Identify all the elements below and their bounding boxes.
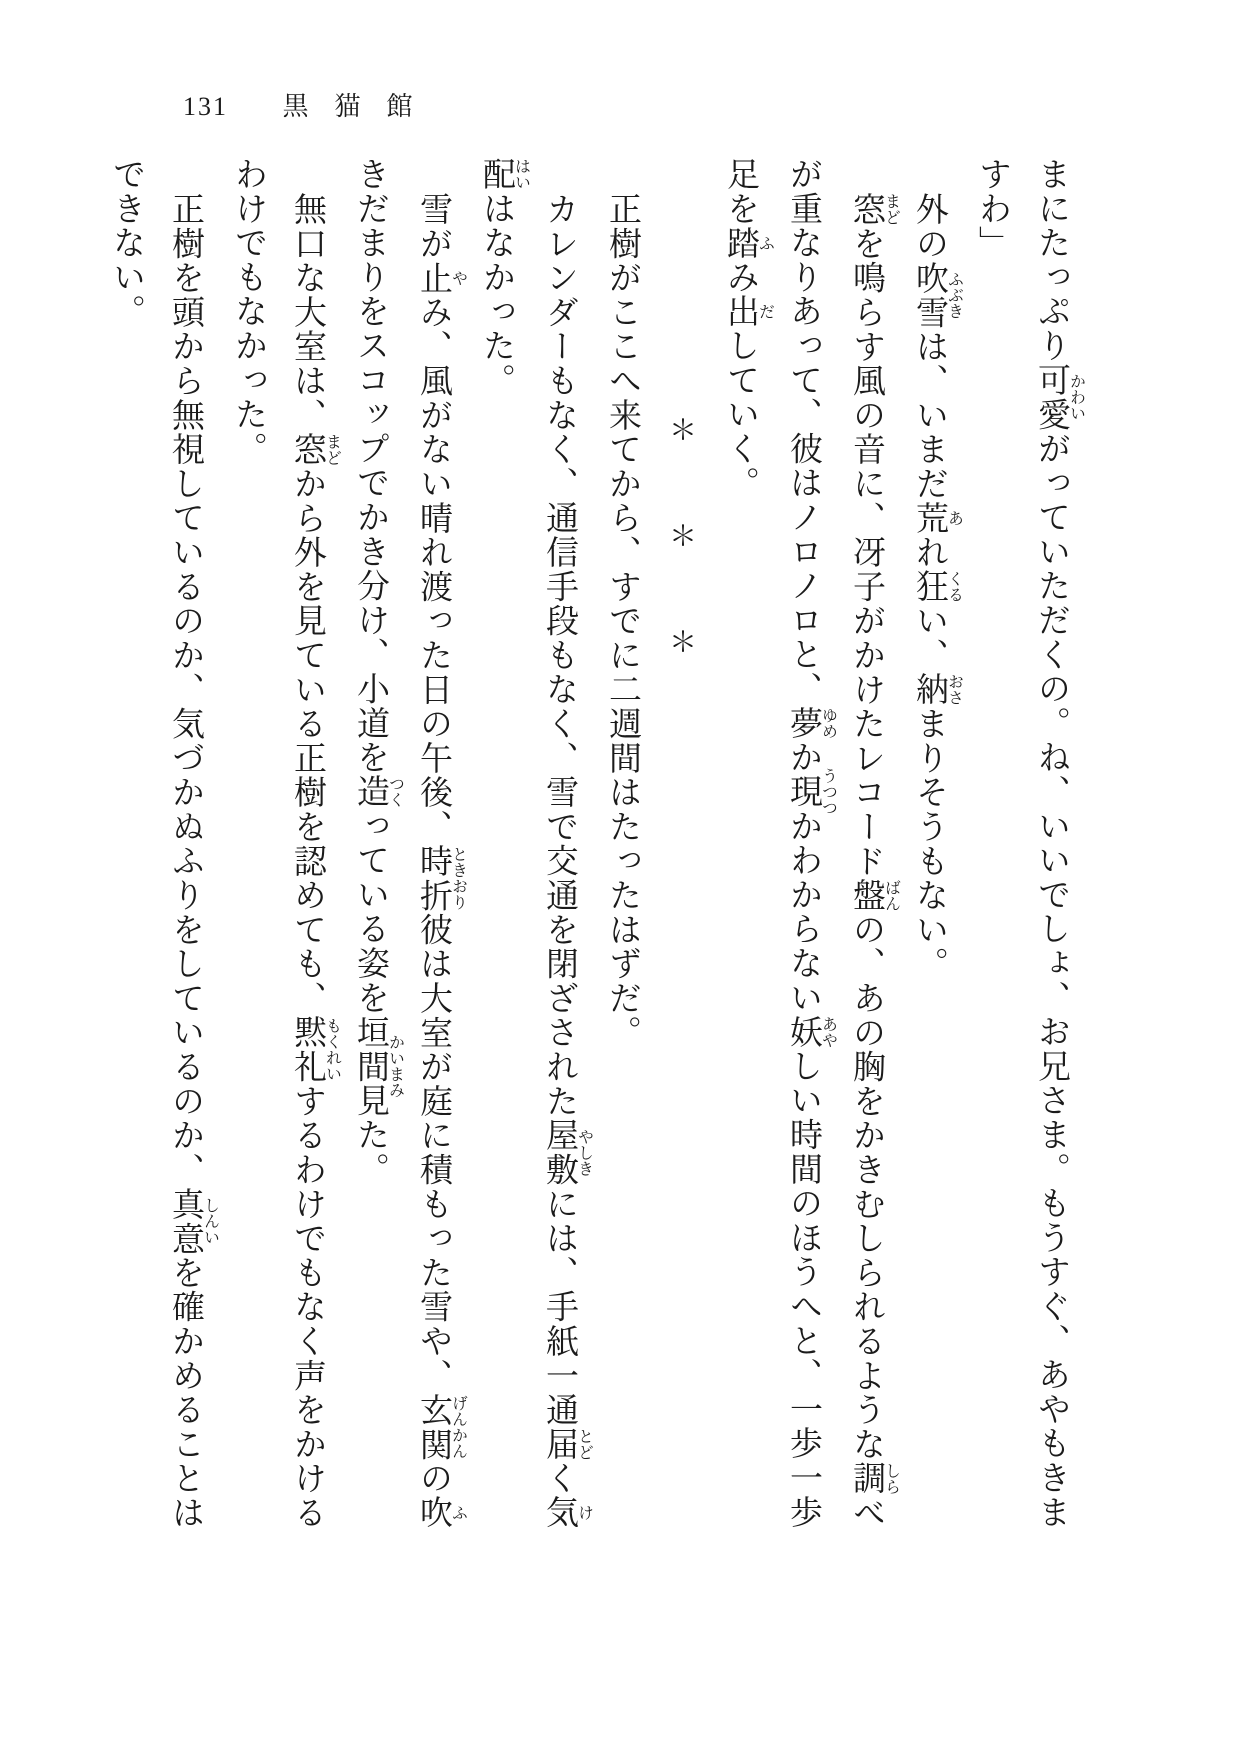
ruby-annotated-text: 吹雪ふぶき — [911, 260, 963, 330]
furigana: ふぶき — [945, 260, 963, 330]
furigana: や — [449, 260, 467, 295]
furigana: やしき — [575, 1118, 593, 1187]
text-line: 窓まどを鳴らす風の音に、冴子がかけたレコード盤ばんの、あの胸をかきむしられるような調しらべ — [848, 192, 900, 1530]
ruby-annotated-text: 窓まど — [289, 432, 341, 467]
furigana: あや — [819, 1014, 837, 1049]
ruby-annotated-text: 時折ときおり — [415, 843, 467, 913]
furigana: け — [575, 1495, 593, 1530]
text-line: わけでもなかった。 — [230, 157, 266, 466]
text-line: 正樹を頭から無視しているのか、気づかぬふりをしているのか、真意しんいを確かめることは — [167, 192, 219, 1530]
section-separator: ＊ ＊ ＊ — [665, 415, 696, 680]
ruby-annotated-text: 可愛かわい — [1033, 362, 1085, 432]
furigana: だ — [756, 294, 774, 329]
text-line: できない。 — [108, 157, 144, 329]
ruby-annotated-text: 配はい — [478, 157, 530, 192]
text-block — [96, 157, 1084, 1552]
furigana: おさ — [945, 672, 963, 707]
ruby-annotated-text: 造つく — [352, 774, 404, 809]
furigana: とど — [575, 1426, 593, 1462]
ruby-annotated-text: 届とど — [541, 1426, 593, 1462]
ruby-annotated-text: 真意しんい — [167, 1186, 219, 1256]
ruby-annotated-text: 窓まど — [848, 192, 900, 227]
text-line: きだまりをスコップでかき分け、小道を造つくっている姿を垣間見かいまみた。 — [352, 157, 404, 1187]
furigana: まど — [323, 432, 341, 467]
ruby-annotated-text: 止や — [415, 260, 467, 295]
text-line: 足を踏ふみ出だしていく。 — [722, 157, 774, 501]
furigana: あ — [945, 500, 963, 536]
ruby-annotated-text: 気け — [541, 1495, 593, 1530]
ruby-annotated-text: 妖あや — [785, 1014, 837, 1049]
ruby-annotated-text: 納おさ — [911, 672, 963, 707]
furigana: まど — [882, 192, 900, 227]
furigana: ふ — [756, 225, 774, 260]
ruby-annotated-text: 出だ — [722, 294, 774, 329]
book-title: 黒猫館 — [282, 92, 439, 121]
text-line: すわ」 — [974, 157, 1010, 260]
furigana: しら — [882, 1461, 900, 1496]
ruby-annotated-text: 玄関げんかん — [415, 1392, 467, 1462]
furigana: もくれい — [323, 1015, 341, 1084]
furigana: ゆめ — [819, 705, 837, 741]
page-number: 131 — [183, 92, 228, 121]
ruby-annotated-text: 黙礼もくれい — [289, 1015, 341, 1084]
furigana: かいまみ — [386, 1014, 404, 1118]
furigana: はい — [512, 157, 530, 192]
furigana: うつつ — [819, 767, 837, 816]
text-line: 配はいはなかった。 — [478, 157, 530, 398]
furigana: つく — [386, 774, 404, 809]
text-line: まにたっぷり可愛かわいがっていただくの。ね、いいでしょ、お兄さま。もうすぐ、あやもきま — [1033, 157, 1085, 1530]
ruby-annotated-text: 屋敷やしき — [541, 1118, 593, 1187]
furigana: げんかん — [449, 1392, 467, 1462]
furigana: ふ — [449, 1495, 467, 1530]
ruby-annotated-text: 夢ゆめ — [785, 705, 837, 741]
ruby-annotated-text: 盤ばん — [848, 878, 900, 913]
ruby-annotated-text: 荒あ — [911, 500, 963, 536]
ruby-annotated-text: 垣間見かいまみ — [352, 1014, 404, 1118]
text-line: 雪が止やみ、風がない晴れ渡った日の午後、時折ときおり彼は大室が庭に積もった雪や、玄関げんかんの吹ふ — [415, 192, 467, 1530]
text-line: 外の吹雪ふぶきは、いまだ荒あれ狂くるい、納おさまりそうもない。 — [911, 192, 963, 981]
text-line: 無口な大室は、窓まどから外を見ている正樹を認めても、黙礼もくれいするわけでもなく声をかける — [289, 192, 341, 1530]
text-line: が重なりあって、彼はノロノロと、夢ゆめか現うつつかわからない妖あやしい時間のほうへと、一歩一歩 — [785, 157, 837, 1530]
furigana: しんい — [201, 1186, 219, 1256]
furigana: くる — [945, 569, 963, 604]
text-line: 正樹がここへ来てから、すでに二週間はたったはずだ。 — [604, 192, 640, 1050]
furigana: ばん — [882, 878, 900, 913]
ruby-annotated-text: 調しら — [848, 1461, 900, 1496]
ruby-annotated-text: 吹ふ — [415, 1495, 467, 1530]
text-line: カレンダーもなく、通信手段もなく、雪で交通を閉ざされた屋敷やしきには、手紙一通届とどく気け — [541, 192, 593, 1530]
furigana: かわい — [1067, 362, 1085, 432]
running-head — [183, 92, 439, 122]
furigana: ときおり — [449, 843, 467, 913]
ruby-annotated-text: 踏ふ — [722, 225, 774, 260]
ruby-annotated-text: 狂くる — [911, 569, 963, 604]
ruby-annotated-text: 現うつつ — [785, 767, 837, 816]
